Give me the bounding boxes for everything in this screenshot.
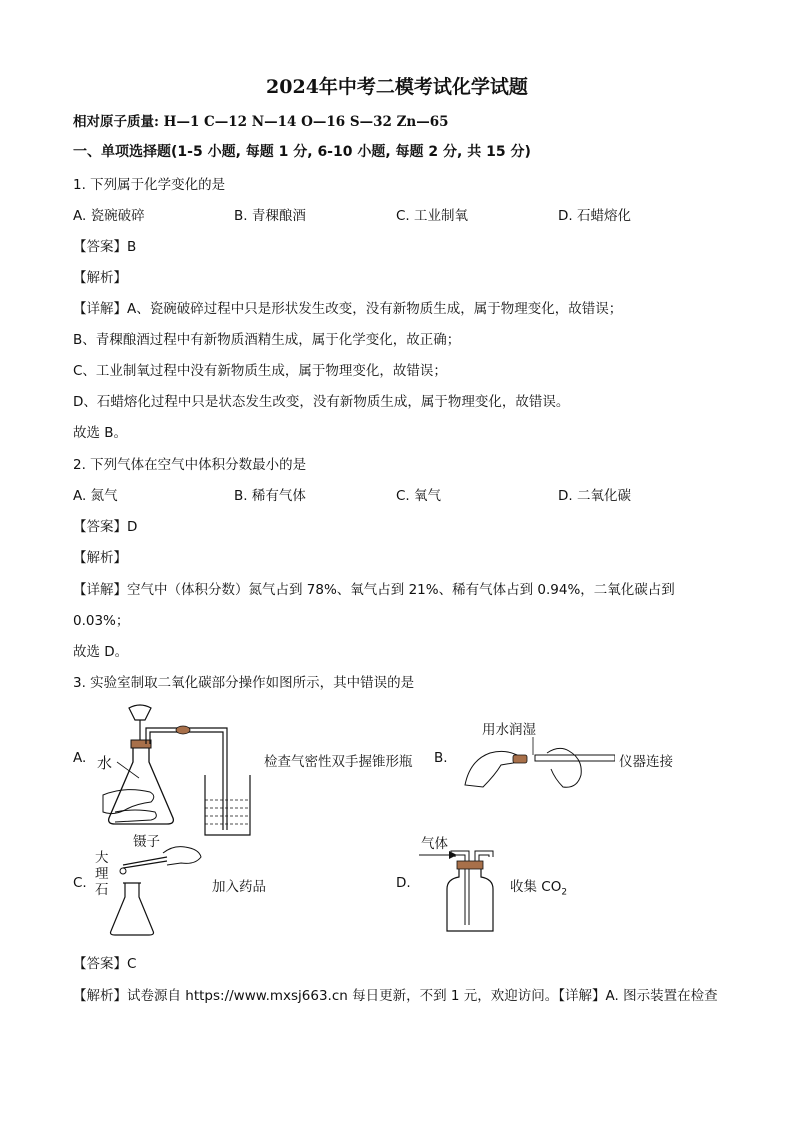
q1-option-a: A. 瓷碗破碎: [73, 208, 145, 224]
q3-stem: 3. 实验室制取二氧化碳部分操作如图所示，其中错误的是: [73, 675, 415, 691]
q3-option-c-letter: C.: [73, 875, 87, 891]
gas-collection-bottle-figure: [415, 845, 505, 935]
q2-option-d: D. 二氧化碳: [558, 488, 631, 504]
q1-detail-line: 【详解】A、瓷碗破碎过程中只是形状发生改变，没有新物质生成，属于物理变化，故错误；: [73, 301, 623, 317]
q1-detail-line: B、青稞酿酒过程中有新物质酒精生成，属于化学变化，故正确；: [73, 332, 461, 348]
tweezers-label: 镊子: [133, 834, 160, 850]
q3-option-d-label: [510, 875, 567, 898]
q3-option-a-letter: A.: [73, 750, 87, 766]
marble-label-char: 大: [95, 850, 109, 866]
q3-option-a-label: 检查气密性双手握锥形瓶: [264, 754, 413, 770]
q2-option-b: B. 稀有气体: [234, 488, 306, 504]
q1-option-d: D. 石蜡熔化: [558, 208, 631, 224]
q1-option-c: C. 工业制氧: [396, 208, 469, 224]
q1-analysis-label: 【解析】: [73, 270, 127, 286]
collect-co2-text: 收集 CO: [510, 879, 562, 895]
q3-option-b-label: 仪器连接: [619, 754, 673, 770]
q3-option-b-letter: B.: [434, 750, 448, 766]
section-heading: 一、单项选择题(1-5 小题, 每题 1 分, 6-10 小题, 每题 2 分, 共 15 分): [73, 144, 531, 160]
atomic-mass-line: 相对原子质量: H—1 C—12 N—14 O—16 S—32 Zn—65: [73, 114, 449, 130]
marble-label-char: 理: [95, 866, 109, 882]
q2-detail-line: 【详解】空气中（体积分数）氮气占到 78%、氧气占到 21%、稀有气体占到 0.94%，二氧化碳占到: [73, 582, 675, 598]
q2-analysis-label: 【解析】: [73, 550, 127, 566]
water-label: 水: [97, 754, 113, 772]
page-title: 2024年中考二模考试化学试题: [266, 76, 528, 98]
q1-detail-line: C、工业制氧过程中没有新物质生成，属于物理变化，故错误；: [73, 363, 447, 379]
marble-label-char: 石: [95, 882, 109, 898]
instrument-connection-figure: [455, 735, 615, 795]
q3-option-d-letter: D.: [396, 875, 411, 891]
q1-option-b: B. 青稞酿酒: [234, 208, 306, 224]
q2-option-c: C. 氧气: [396, 488, 442, 504]
q2-conclusion: 故选 D。: [73, 644, 129, 660]
q2-stem: 2. 下列气体在空气中体积分数最小的是: [73, 457, 307, 473]
q2-option-a: A. 氮气: [73, 488, 118, 504]
gas-label: 气体: [421, 836, 448, 852]
airtightness-check-figure: [95, 700, 255, 845]
q3-answer: 【答案】C: [73, 956, 137, 972]
q1-answer: 【答案】B: [73, 239, 137, 255]
q2-answer: 【答案】D: [73, 519, 138, 535]
q1-conclusion: 故选 B。: [73, 425, 128, 441]
q1-detail-line: D、石蜡熔化过程中只是状态发生改变，没有新物质生成，属于物理变化，故错误。: [73, 394, 570, 410]
q2-detail-line: 0.03%；: [73, 613, 130, 629]
q3-option-c-label: 加入药品: [212, 879, 266, 895]
co2-subscript: 2: [561, 887, 568, 898]
q3-analysis-line: 【解析】试卷源自 https://www.mxsj663.cn 每日更新，不到 1 元，欢迎访问。【详解】A. 图示装置在检查: [73, 988, 718, 1004]
add-reagent-figure: [105, 835, 205, 940]
q1-stem: 1. 下列属于化学变化的是: [73, 177, 226, 193]
wet-with-water-label: 用水润湿: [482, 722, 536, 738]
